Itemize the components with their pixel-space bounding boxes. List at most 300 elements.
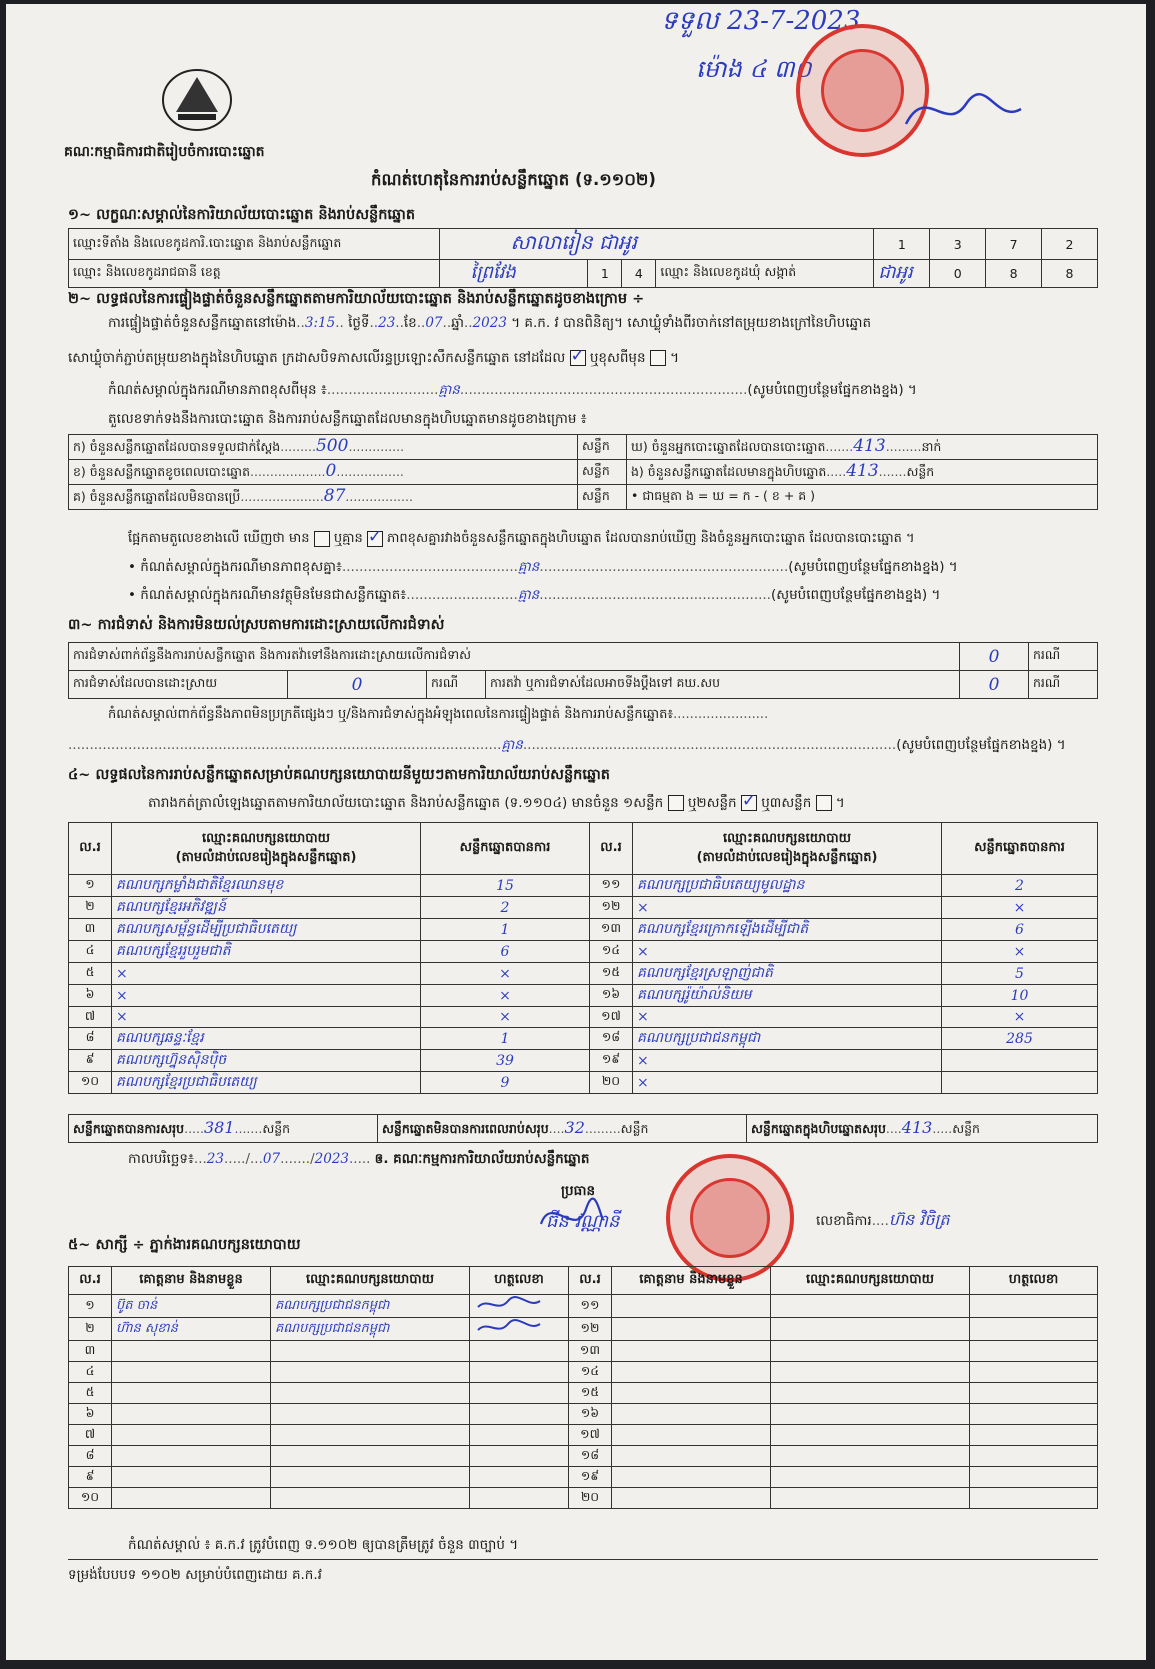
- witness-row: [69, 1488, 1098, 1509]
- time-suffix: ។ គ.ក. វ បានពិនិត្យ។ សោឃ្លុំទាំងពីរចាក់នៅតម្រុយខាងក្រៅនៃហិបឆ្នោត: [511, 315, 872, 331]
- handwritten-received: ទទួល 23-7-2023: [661, 6, 861, 36]
- result-row: [69, 963, 1098, 985]
- witness-name-left: [112, 1446, 271, 1467]
- location-label: ឈ្មោះទីតាំង និងលេខកូដការិ.បោះឆ្នោត និងរាប់សន្លឹកឆ្នោត: [69, 229, 440, 260]
- witness-no-left: ៧: [69, 1425, 112, 1446]
- diff-suffix: ភាពខុសគ្នារវាងចំនួនសន្លឹកឆ្នោតក្នុងហិបឆ្នោត ដែលបានរាប់ឃើញ និងចំនួនអ្នកបោះឆ្នោត ដែលបានបោះឆ្នោត ។: [387, 531, 915, 546]
- result-party-left: ×: [112, 963, 421, 985]
- ngo-label: ង) ចំនួនសន្លឹកឆ្នោតដែលមានក្នុងហិបឆ្នោត: [631, 464, 827, 479]
- witness-no-left: ២: [69, 1318, 112, 1341]
- result-row: [69, 1050, 1098, 1072]
- objection-count: 0: [960, 643, 1029, 671]
- location-code-3: 7: [986, 229, 1042, 260]
- ko-unit: សន្លឹក: [578, 485, 627, 510]
- result-votes-left: 9: [421, 1072, 590, 1094]
- ko-label: គ) ចំនួនសន្លឹកឆ្នោតដែលមិនបានប្រើ: [73, 489, 241, 504]
- total-valid-unit: សន្លឹក: [262, 1120, 291, 1136]
- unchanged-checkbox[interactable]: [570, 350, 586, 366]
- result-row: [69, 897, 1098, 919]
- witness-sign-left: [470, 1341, 569, 1362]
- changed-checkbox[interactable]: [650, 350, 666, 366]
- col-party-left-sub: (តាមលំដាប់លេខរៀងក្នុងសន្លឹកឆ្នោត): [175, 849, 357, 865]
- form-label: ទម្រង់បែបបទ ១១០២ សម្រាប់បំពេញដោយ គ.ក.វ: [68, 1567, 322, 1583]
- resolved-count: 0: [288, 671, 427, 699]
- witness-party-right: [771, 1425, 970, 1446]
- kha-unit: សន្លឹក: [578, 460, 627, 485]
- result-party-left: គណបក្សហ្វ៊ុនស៊ិនប៉ិច: [112, 1050, 421, 1072]
- result-party-left: គណបក្សសម្ព័ន្ធដើម្បីប្រជាធិបតេយ្យ: [112, 919, 421, 941]
- result-row: [69, 1028, 1098, 1050]
- witness-no-right: ១៥: [569, 1383, 612, 1404]
- day-label: ថ្ងៃទី: [348, 315, 370, 331]
- witness-sign-right: [970, 1295, 1098, 1318]
- result-votes-left: 1: [421, 919, 590, 941]
- commune-label: ឈ្មោះ និងលេខកូដឃុំ សង្កាត់: [656, 260, 874, 288]
- witness-party-left: [271, 1383, 470, 1404]
- witness-row: [69, 1425, 1098, 1446]
- result-party-left: ×: [112, 1007, 421, 1028]
- witness-party-right: [771, 1446, 970, 1467]
- result-party-left: គណបក្សខ្មែរអភិវឌ្ឍន៍: [112, 897, 421, 919]
- result-no-right: ១៤: [590, 941, 633, 963]
- witness-col-party-right: ឈ្មោះគណបក្សនយោបាយ: [771, 1267, 970, 1295]
- bullet2-label: • កំណត់សម្គាល់ក្នុងករណីមានវត្ថុមិនមែនជាសន្លឹកឆ្នោត៖: [128, 587, 407, 603]
- witness-sign-left: [470, 1295, 569, 1318]
- tally-intro: តារាងកត់ត្រាលំឡេងឆ្នោតតាមការិយាល័យបោះឆ្នោត និងរាប់សន្លឹកឆ្នោត (ទ.១១០៤) មានចំនួន ១សន្លឹក: [148, 795, 664, 811]
- witness-col-party-left: ឈ្មោះគណបក្សនយោបាយ: [271, 1267, 470, 1295]
- witness-no-right: ១១: [569, 1295, 612, 1318]
- result-votes-right: ×: [942, 897, 1098, 919]
- bullet1-value: គ្មាន: [517, 559, 540, 575]
- witness-party-right: [771, 1467, 970, 1488]
- col-no-right: ល.រ: [590, 823, 633, 875]
- year-value: 2023: [472, 315, 507, 331]
- result-votes-left: 6: [421, 941, 590, 963]
- witness-sign-left: [470, 1362, 569, 1383]
- two-sheet-checkbox[interactable]: [741, 795, 757, 811]
- total-invalid-cell: សន្លឹកឆ្នោតមិនបានការពេលរាប់សរុប....32.........សន្លឹក: [378, 1115, 747, 1143]
- result-votes-left: 2: [421, 897, 590, 919]
- col-no-left: ល.រ: [69, 823, 112, 875]
- tally-sheet-line: តារាងកត់ត្រាលំឡេងឆ្នោតតាមការិយាល័យបោះឆ្នោត និងរាប់សន្លឹកឆ្នោត (ទ.១១០៤) មានចំនួន ១សន្លឹក ឬ២សន្លឹក ✓ ឬ៣សន្លឹក ។: [148, 794, 845, 814]
- witness-party-left: [271, 1341, 470, 1362]
- witness-no-right: ១៧: [569, 1425, 612, 1446]
- witness-col-sign-right: ហត្ថលេខា: [970, 1267, 1098, 1295]
- irregularity-label: កំណត់សម្គាល់ពាក់ព័ន្ធនឹងភាពមិនប្រក្រតីផ្សេងៗ ឬ/និងការជំទាស់ក្នុងអំឡុងពេលនៃការផ្ទៀងផ្ទាត់ និងការរាប់សន្លឹកឆ្នោត៖: [108, 707, 674, 722]
- ngo-unit: សន្លឹក: [906, 464, 935, 479]
- result-no-right: ២០: [590, 1072, 633, 1094]
- witness-no-right: ១៨: [569, 1446, 612, 1467]
- seal-end: ។: [670, 350, 680, 366]
- document-page: [6, 4, 1146, 1660]
- witness-no-right: ១២: [569, 1318, 612, 1341]
- location-code-1: 1: [874, 229, 930, 260]
- section5-heading: ៥~ សាក្សី ÷ ភ្នាក់ងារគណបក្សនយោបាយ: [68, 1237, 301, 1253]
- ngo-value: 413: [846, 461, 879, 481]
- witness-sign-right: [970, 1341, 1098, 1362]
- witness-name-right: [612, 1488, 771, 1509]
- result-no-left: ៥: [69, 963, 112, 985]
- col-party-right-sub: (តាមលំដាប់លេខរៀងក្នុងសន្លឹកឆ្នោត): [696, 849, 878, 865]
- ngo-row: ង) ចំនួនសន្លឹកឆ្នោតដែលមានក្នុងហិបឆ្នោត.....413.......សន្លឹក: [627, 460, 1098, 485]
- col-party-left: [112, 823, 421, 875]
- witness-party-left: [271, 1362, 470, 1383]
- result-no-left: ៤: [69, 941, 112, 963]
- result-votes-right: 6: [942, 919, 1098, 941]
- witness-row: [69, 1362, 1098, 1383]
- witness-sign-right: [970, 1362, 1098, 1383]
- witness-name-right: [612, 1362, 771, 1383]
- result-votes-left: ×: [421, 1007, 590, 1028]
- witness-name-left: [112, 1362, 271, 1383]
- witness-party-left: គណបក្សប្រជាជនកម្ពុជា: [271, 1295, 470, 1318]
- witness-col-name-left: គោត្តនាម និងនាមខ្លួន: [112, 1267, 271, 1295]
- total-invalid-value: 32: [564, 1117, 585, 1137]
- result-row: [69, 941, 1098, 963]
- witness-sign-left: [470, 1383, 569, 1404]
- committee-emblem-icon: [156, 62, 238, 134]
- result-no-left: ៩: [69, 1050, 112, 1072]
- section1-heading: ១~ លក្ខណៈសម្គាល់នៃការិយាល័យបោះឆ្នោត និងរាប់សន្លឹកឆ្នោត: [68, 207, 416, 223]
- witness-col-name-right: គោត្តនាម និងនាមខ្លួន: [612, 1267, 771, 1295]
- total-box-value: 413: [901, 1117, 933, 1137]
- irregularity-value-line: .....................................................................................................គ្មាន.......................................................................................(សូមបំពេញបន្ថែមផ្នែកខាងខ្នង) ។: [68, 737, 1066, 753]
- province-code-1: 1: [588, 260, 622, 288]
- result-row: [69, 1072, 1098, 1094]
- witness-sign-left: [470, 1467, 569, 1488]
- note-line: កំណត់សម្គាល់ក្នុងករណីមានភាពខុសពីមុន ៖..........................គ្មាន...................................................................(សូមបំពេញបន្ថែមផ្នែកខាងខ្នង) ។: [108, 382, 917, 398]
- witness-sign-left: [470, 1404, 569, 1425]
- witness-row: [69, 1404, 1098, 1425]
- section3-heading: ៣~ ការជំទាស់ និងការមិនយល់ស្របតាមការដោះស្រាយលើការជំទាស់: [68, 617, 445, 633]
- secretary-line: លេខាធិការ....ហ៊ន វិចិត្រ: [816, 1210, 950, 1229]
- irregularity-value: គ្មាន: [501, 737, 523, 753]
- witness-sign-left: [470, 1318, 569, 1341]
- result-party-left: ×: [112, 985, 421, 1007]
- total-box-label: សន្លឹកឆ្នោតក្នុងហិបឆ្នោតសរុប: [751, 1120, 886, 1136]
- time-prefix: ការផ្ទៀងផ្ទាត់ចំនួនសន្លឹកឆ្នោតនៅម៉ោង: [108, 315, 297, 331]
- result-no-right: ១២: [590, 897, 633, 919]
- result-no-left: ៣: [69, 919, 112, 941]
- witness-col-no-right: ល.រ: [569, 1267, 612, 1295]
- committee-line: ឲ. គណៈកម្មការការិយាល័យរាប់សន្លឹកឆ្នោត: [374, 1151, 590, 1167]
- ka-row: ក) ចំនួនសន្លឹកឆ្នោតដែលបានទទួលជាក់ស្តែង.........500..............: [69, 435, 578, 460]
- witness-name-right: [612, 1425, 771, 1446]
- witness-no-left: ៤: [69, 1362, 112, 1383]
- result-row: [69, 875, 1098, 897]
- month-label: ខែ: [403, 315, 417, 331]
- location-value: សាលារៀន ជាអូរ: [440, 229, 874, 260]
- witness-sign-left: [470, 1446, 569, 1467]
- result-votes-right: 10: [942, 985, 1098, 1007]
- kho-unit: នាក់: [921, 439, 942, 454]
- diff-prefix: ផ្អែកតាមតួលេខខាងលើ ឃើញថា មាន: [128, 531, 310, 546]
- bullet1-fill: (សូមបំពេញបន្ថែមផ្នែកខាងខ្នង) ។: [788, 559, 958, 575]
- three-sheet-label: ឬ៣សន្លឹក: [761, 795, 812, 811]
- figures-table: [68, 434, 1098, 510]
- location-code-4: 2: [1042, 229, 1098, 260]
- fill-back-note: (សូមបំពេញបន្ថែមផ្នែកខាងខ្នង) ។: [747, 382, 917, 398]
- result-no-right: ១៩: [590, 1050, 633, 1072]
- witness-sign-left: [470, 1488, 569, 1509]
- results-table: [68, 822, 1098, 1094]
- ko-value: 87: [323, 486, 346, 506]
- result-no-right: ១៣: [590, 919, 633, 941]
- objection-label: ការជំទាស់ពាក់ព័ន្ធនឹងការរាប់សន្លឹកឆ្នោត និងការតវ៉ាទៅនឹងការដោះស្រាយលើការជំទាស់: [69, 643, 960, 671]
- result-no-left: ១០: [69, 1072, 112, 1094]
- result-party-right: គណបក្សរ៉ូយ៉ាល់និយម: [633, 985, 942, 1007]
- result-votes-right: [942, 1050, 1098, 1072]
- total-valid-label: សន្លឹកឆ្នោតបានការសរុប: [73, 1120, 185, 1136]
- witness-name-right: [612, 1467, 771, 1488]
- date-year: 2023: [314, 1151, 350, 1167]
- three-sheet-checkbox[interactable]: [816, 795, 832, 811]
- resolved-unit: ករណី: [427, 671, 486, 699]
- witness-col-sign-left: ហត្ថលេខា: [470, 1267, 569, 1295]
- bullet2-value: គ្មាន: [517, 587, 540, 603]
- result-votes-right: 5: [942, 963, 1098, 985]
- witness-party-left: [271, 1446, 470, 1467]
- location-code-2: 3: [930, 229, 986, 260]
- witness-no-right: ១៦: [569, 1404, 612, 1425]
- commune-code-3: 8: [1042, 260, 1098, 288]
- date-label: កាលបរិច្ឆេទ៖: [128, 1151, 194, 1167]
- witness-no-left: ៨: [69, 1446, 112, 1467]
- witness-sign-left: [470, 1425, 569, 1446]
- witness-col-no-left: ល.រ: [69, 1267, 112, 1295]
- result-no-left: ៦: [69, 985, 112, 1007]
- ka-label: ក) ចំនួនសន្លឹកឆ្នោតដែលបានទទួលជាក់ស្តែង: [73, 439, 281, 454]
- appeal-unit: ករណី: [1029, 671, 1098, 699]
- result-no-left: ១: [69, 875, 112, 897]
- two-sheet-label: ឬ២សន្លឹក: [687, 795, 737, 811]
- witness-row: [69, 1318, 1098, 1341]
- witness-party-right: [771, 1404, 970, 1425]
- result-party-left: គណបក្សឆន្ទៈខ្មែរ: [112, 1028, 421, 1050]
- result-votes-left: 15: [421, 875, 590, 897]
- result-party-right: គណបក្សខ្មែរស្រឡាញ់ជាតិ: [633, 963, 942, 985]
- has-difference-checkbox[interactable]: [314, 531, 330, 547]
- ka-value: 500: [315, 436, 349, 456]
- witness-no-right: ១៩: [569, 1467, 612, 1488]
- diff-none-label: ឬគ្មាន: [333, 531, 363, 546]
- result-party-right: ×: [633, 1007, 942, 1028]
- witness-sign-right: [970, 1446, 1098, 1467]
- total-box-cell: សន្លឹកឆ្នោតក្នុងហិបឆ្នោតសរុប....413.....សន្លឹក: [747, 1115, 1098, 1143]
- appeal-count: 0: [960, 671, 1029, 699]
- no-difference-checkbox[interactable]: [367, 531, 383, 547]
- objection-unit: ករណី: [1029, 643, 1098, 671]
- section2-heading: ២~ លទ្ធផលនៃការផ្ទៀងផ្ទាត់ចំនួនសន្លឹកឆ្នោតតាមការិយាល័យបោះឆ្នោត និងរាប់សន្លឹកឆ្នោតដូចខាងក្រោម ÷: [68, 291, 645, 307]
- col-party-right: [633, 823, 942, 875]
- witness-party-right: [771, 1295, 970, 1318]
- commune-code-1: 0: [930, 260, 986, 288]
- witness-signature-mark: [474, 1318, 544, 1336]
- result-no-right: ១៦: [590, 985, 633, 1007]
- day-value: 23: [378, 315, 396, 331]
- result-votes-left: ×: [421, 963, 590, 985]
- total-valid-value: 381: [203, 1117, 235, 1137]
- result-votes-right: 2: [942, 875, 1098, 897]
- witness-sign-right: [970, 1318, 1098, 1341]
- handwritten-time: ម៉ោង ៤ ៣០: [696, 55, 812, 83]
- irregularity-fill: (សូមបំពេញបន្ថែមផ្នែកខាងខ្នង) ។: [896, 737, 1066, 753]
- section1-table: [68, 228, 1098, 288]
- commune-value: ជាអូរ: [874, 260, 930, 288]
- witness-name-right: [612, 1446, 771, 1467]
- time-value: 3:15: [304, 315, 336, 331]
- witness-name-right: [612, 1404, 771, 1425]
- kha-label: ខ) ចំនួនសន្លឹកឆ្នោតខូចពេលបោះឆ្នោត: [73, 464, 251, 479]
- result-party-right: គណបក្សខ្មែរក្រោកឡើងដើម្បីជាតិ: [633, 919, 942, 941]
- kho-row: ឃ) ចំនួនអ្នកបោះឆ្នោតដែលបានបោះឆ្នោត.......413.........នាក់: [627, 435, 1098, 460]
- witness-name-left: [112, 1467, 271, 1488]
- witness-no-left: ១: [69, 1295, 112, 1318]
- result-no-right: ១៧: [590, 1007, 633, 1028]
- note-value: គ្មាន: [438, 382, 460, 398]
- date-day: 23: [206, 1151, 224, 1167]
- page-title: កំណត់ហេតុនៃការរាប់សន្លឹកឆ្នោត (ទ.១១០២): [371, 170, 656, 189]
- result-party-right: ×: [633, 1072, 942, 1094]
- footnote: កំណត់សម្គាល់ ៖ គ.ក.វ ត្រូវបំពេញ ទ.១១០២ ឲ្យបានត្រឹមត្រូវ ចំនួន ៣ច្បាប់ ។: [128, 1537, 519, 1553]
- witness-name-left: [112, 1488, 271, 1509]
- ko-row: គ) ចំនួនសន្លឹកឆ្នោតដែលមិនបានប្រើ.....................87.................: [69, 485, 578, 510]
- result-row: [69, 919, 1098, 941]
- chair-signature: ធីន វណ្ណានី: [546, 1211, 620, 1232]
- bullet2-fill: (សូមបំពេញបន្ថែមផ្នែកខាងខ្នង) ។: [770, 587, 941, 603]
- changed-label: ឬខុសពីមុន: [589, 350, 646, 366]
- result-no-left: ៧: [69, 1007, 112, 1028]
- witness-name-left: ហ៊ាន សុខាន់: [112, 1318, 271, 1341]
- result-no-right: ១១: [590, 875, 633, 897]
- year-label: ឆ្នាំ: [451, 315, 464, 331]
- col-party-right-title: ឈ្មោះគណបក្សនយោបាយ: [723, 830, 851, 846]
- witness-party-left: គណបក្សប្រជាជនកម្ពុជា: [271, 1318, 470, 1341]
- result-party-right: គណបក្សប្រជាធិបតេយ្យមូលដ្ឋាន: [633, 875, 942, 897]
- secretary-label: លេខាធិការ: [816, 1213, 872, 1229]
- kha-value: 0: [325, 461, 337, 481]
- col-party-left-title: ឈ្មោះគណបក្សនយោបាយ: [202, 830, 330, 846]
- result-votes-left: 39: [421, 1050, 590, 1072]
- result-votes-left: ×: [421, 985, 590, 1007]
- province-value: ព្រៃវែង: [440, 260, 588, 288]
- totals-table: [68, 1114, 1098, 1143]
- witness-party-left: [271, 1467, 470, 1488]
- seal-text: សោឃ្លុំចាក់ភ្ជាប់តម្រុយខាងក្នុងនៃហិបឆ្នោត ក្រដាសបិទភាសលើរន្ធប្រឡោះសឹកសន្លឹកឆ្នោត នៅដដែល: [68, 350, 566, 366]
- date-line: កាលបរិច្ឆេទ៖...23...../...07......./2023..... ឲ. គណៈកម្មការការិយាល័យរាប់សន្លឹកឆ្នោត: [128, 1151, 590, 1167]
- verification-time-line: ការផ្ទៀងផ្ទាត់ចំនួនសន្លឹកឆ្នោតនៅម៉ោង..3:15.. ថ្ងៃទី..23..ខែ..07..ឆ្នាំ..2023 ។ គ.ក. វ បានពិនិត្យ។ សោឃ្លុំទាំងពីរចាក់នៅតម្រុយខាងក្រៅនៃហិបឆ្នោត: [108, 315, 872, 331]
- witness-no-right: ២០: [569, 1488, 612, 1509]
- result-party-right: ×: [633, 1050, 942, 1072]
- result-party-left: គណបក្សកម្លាំងជាតិខ្មែរឈានមុខ: [112, 875, 421, 897]
- witness-name-left: [112, 1404, 271, 1425]
- witness-signature-mark: [474, 1295, 544, 1313]
- witness-party-right: [771, 1488, 970, 1509]
- witness-party-right: [771, 1318, 970, 1341]
- total-invalid-label: សន្លឹកឆ្នោតមិនបានការពេលរាប់សរុប: [382, 1120, 549, 1136]
- result-no-left: ៨: [69, 1028, 112, 1050]
- note-label: កំណត់សម្គាល់ក្នុងករណីមានភាពខុសពីមុន ៖: [108, 382, 327, 398]
- total-valid-cell: សន្លឹកឆ្នោតបានការសរុប.....381.......សន្លឹក: [69, 1115, 378, 1143]
- result-row: [69, 1007, 1098, 1028]
- result-no-right: ១៨: [590, 1028, 633, 1050]
- result-row: [69, 985, 1098, 1007]
- kho-value: 413: [853, 436, 886, 456]
- witness-no-left: ១០: [69, 1488, 112, 1509]
- col-votes-right: សន្លឹកឆ្នោតបានការ: [942, 823, 1098, 875]
- result-party-left: គណបក្សខ្មែរប្រជាធិបតេយ្យ: [112, 1072, 421, 1094]
- witness-no-right: ១៤: [569, 1362, 612, 1383]
- month-value: 07: [425, 315, 443, 331]
- ka-unit: សន្លឹក: [578, 435, 627, 460]
- result-party-right: ×: [633, 941, 942, 963]
- witness-name-right: [612, 1383, 771, 1404]
- witness-party-left: [271, 1404, 470, 1425]
- result-party-right: គណបក្សប្រជាជនកម្ពុជា: [633, 1028, 942, 1050]
- total-invalid-unit: សន្លឹក: [620, 1120, 649, 1136]
- bullet1-line: • កំណត់សម្គាល់ក្នុងករណីមានភាពខុសគ្នា៖.........................................គ្មាន..........................................................(សូមបំពេញបន្ថែមផ្នែកខាងខ្នង) ។: [128, 559, 958, 575]
- signature-top: [896, 74, 1026, 144]
- kho-label: ឃ) ចំនួនអ្នកបោះឆ្នោតដែលបានបោះឆ្នោត: [631, 439, 826, 454]
- witness-name-right: [612, 1341, 771, 1362]
- result-votes-left: 1: [421, 1028, 590, 1050]
- bullet2-line: • កំណត់សម្គាល់ក្នុងករណីមានវត្ថុមិនមែនជាសន្លឹកឆ្នោត៖..........................គ្មាន......................................................(សូមបំពេញបន្ថែមផ្នែកខាងខ្នង) ។: [128, 587, 941, 603]
- witness-party-right: [771, 1383, 970, 1404]
- witness-row: [69, 1446, 1098, 1467]
- witness-name-right: [612, 1295, 771, 1318]
- bullet1-label: • កំណត់សម្គាល់ក្នុងករណីមានភាពខុសគ្នា៖: [128, 559, 342, 575]
- witness-sign-right: [970, 1425, 1098, 1446]
- result-votes-right: ×: [942, 1007, 1098, 1028]
- witness-row: [69, 1467, 1098, 1488]
- witness-sign-right: [970, 1467, 1098, 1488]
- witness-row: [69, 1295, 1098, 1318]
- objection-table: [68, 642, 1098, 699]
- witness-party-right: [771, 1362, 970, 1383]
- witness-party-right: [771, 1341, 970, 1362]
- one-sheet-checkbox[interactable]: [668, 795, 684, 811]
- footer-rule: [68, 1559, 1098, 1560]
- witness-no-left: ៩: [69, 1467, 112, 1488]
- chair-signature-mark: [536, 1194, 606, 1244]
- official-stamp-middle: [666, 1154, 794, 1282]
- secretary-signature: ហ៊ន វិចិត្រ: [888, 1210, 950, 1229]
- witness-sign-right: [970, 1488, 1098, 1509]
- appeal-label: ការតវ៉ា ឬការជំទាស់ដែលអាចទីងប្តឹងទៅ គឃ.សប: [486, 671, 960, 699]
- witness-name-left: [112, 1425, 271, 1446]
- resolved-label: ការជំទាស់ដែលបានដោះស្រាយ: [69, 671, 288, 699]
- committee-name: គណៈកម្មាធិការជាតិរៀបចំការបោះឆ្នោត: [64, 144, 265, 160]
- date-month: 07: [262, 1151, 281, 1167]
- kha-row: ខ) ចំនួនសន្លឹកឆ្នោតខូចពេលបោះឆ្នោត...................0.................: [69, 460, 578, 485]
- formula: • ជាធម្មតា ង = ឃ = ក - ( ខ + គ ): [627, 485, 1098, 510]
- total-box-unit: សន្លឹក: [952, 1120, 980, 1136]
- witness-sign-right: [970, 1383, 1098, 1404]
- province-label: ឈ្មោះ និងលេខកូដរាជធានី ខេត្ត: [69, 260, 440, 288]
- witness-no-left: ៦: [69, 1404, 112, 1425]
- result-party-left: គណបក្សខ្មែររួបរួមជាតិ: [112, 941, 421, 963]
- witness-no-right: ១៣: [569, 1341, 612, 1362]
- result-party-right: ×: [633, 897, 942, 919]
- witness-sign-right: [970, 1404, 1098, 1425]
- figures-intro: តួលេខទាក់ទងនឹងការបោះឆ្នោត និងការរាប់សន្លឹកឆ្នោតដែលមានក្នុងហិបឆ្នោតមានដូចខាងក្រោម ៖: [108, 411, 587, 427]
- witness-no-left: ៣: [69, 1341, 112, 1362]
- section4-heading: ៤~ លទ្ធផលនៃការរាប់សន្លឹកឆ្នោតសម្រាប់គណបក្សនយោបាយនីមួយៗតាមការិយាល័យរាប់សន្លឹកឆ្នោត: [68, 767, 610, 783]
- witness-name-left: [112, 1341, 271, 1362]
- witness-no-left: ៥: [69, 1383, 112, 1404]
- result-votes-right: [942, 1072, 1098, 1094]
- difference-line: [128, 530, 915, 549]
